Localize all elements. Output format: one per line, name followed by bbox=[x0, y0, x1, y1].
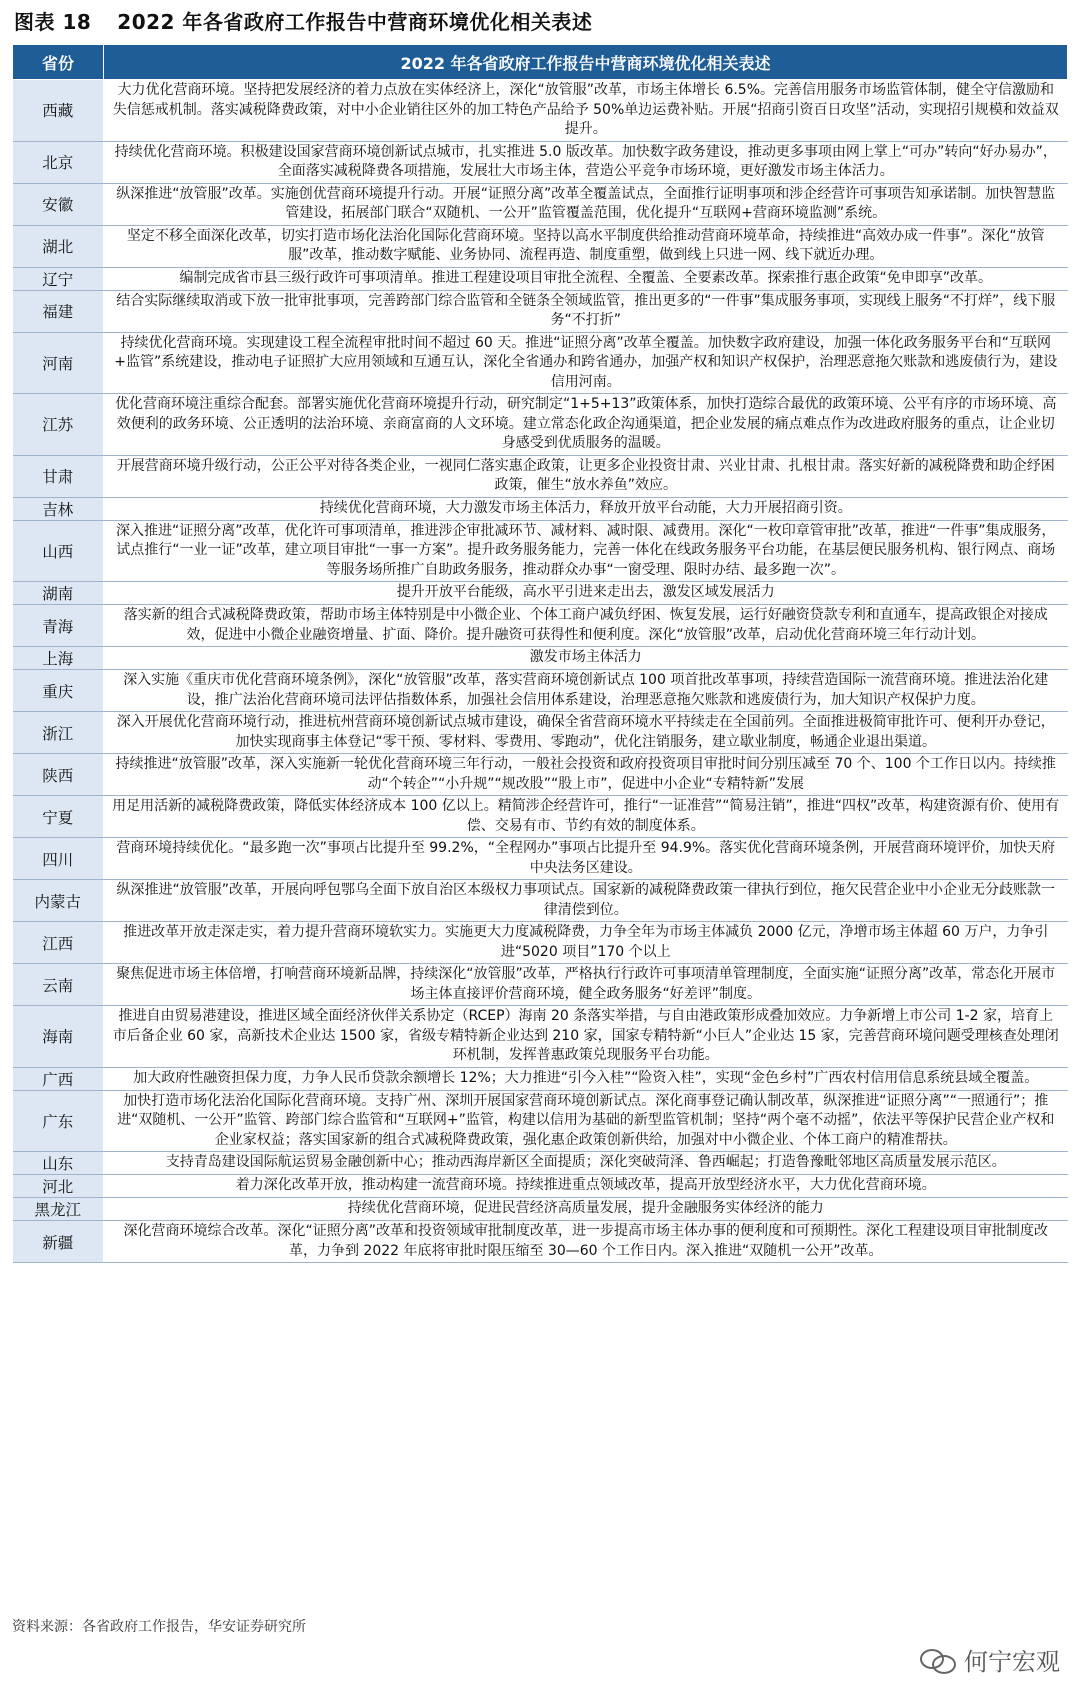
province-cell: 吉林 bbox=[13, 497, 104, 520]
table-row bbox=[13, 1198, 1068, 1221]
source-note: 资料来源：各省政府工作报告，华安证券研究所 bbox=[12, 1619, 306, 1635]
statement-cell: 纵深推进“放管服”改革。实施创优营商环境提升行动。开展“证照分离”改革全覆盖试点，全面推行证明事项和涉企经营许可事项告知承诺制。加快智慧监管建设，拓展部门联合“双随机、一公开”监管覆盖范围，优化提升“互联网+营商环境监测”系统。 bbox=[104, 183, 1068, 225]
statement-cell: 坚定不移全面深化改革，切实打造市场化法治化国际化营商环境。坚持以高水平制度供给推动营商环境革命，持续推进“高效办成一件事”。深化“放管服”改革，推动数字赋能、业务协同、流程再造、制度重塑，做到线上只进一网、线下就近办理。 bbox=[104, 225, 1068, 267]
policy-table bbox=[12, 44, 1068, 1263]
table-row bbox=[13, 267, 1068, 290]
province-cell: 重庆 bbox=[13, 670, 104, 712]
figure-title-text: 2022 年各省政府工作报告中营商环境优化相关表述 bbox=[117, 10, 593, 34]
table-row bbox=[13, 838, 1068, 880]
statement-cell: 深化营商环境综合改革。深化“证照分离”改革和投资领域审批制度改革，进一步提高市场主体办事的便利度和可预期性。深化工程建设项目审批制度改革，力争到 2022 年底将审批时限压缩至 30—60 个工作日内。深入推进“双随机一公开”改革。 bbox=[104, 1221, 1068, 1263]
watermark-text: 何宁宏观 bbox=[964, 1648, 1060, 1676]
statement-cell: 支持青岛建设国际航运贸易金融创新中心；推动西海岸新区全面提质；深化突破菏泽、鲁西崛起；打造鲁豫毗邻地区高质量发展示范区。 bbox=[104, 1152, 1068, 1175]
province-cell: 云南 bbox=[13, 964, 104, 1006]
province-cell: 广东 bbox=[13, 1090, 104, 1152]
province-cell: 新疆 bbox=[13, 1221, 104, 1263]
table-row bbox=[13, 141, 1068, 183]
figure-title bbox=[14, 6, 592, 35]
watermark bbox=[920, 1642, 1060, 1677]
province-cell: 山西 bbox=[13, 520, 104, 582]
table-row bbox=[13, 1090, 1068, 1152]
table-row bbox=[13, 754, 1068, 796]
statement-cell: 加大政府性融资担保力度，力争人民币贷款余额增长 12%；大力推进“引今入桂”“险资入桂”，实现“金色乡村”广西农村信用信息系统县域全覆盖。 bbox=[104, 1067, 1068, 1090]
province-cell: 浙江 bbox=[13, 712, 104, 754]
table-row bbox=[13, 605, 1068, 647]
statement-cell: 持续优化营商环境，促进民营经济高质量发展，提升金融服务实体经济的能力 bbox=[104, 1198, 1068, 1221]
wechat-icon bbox=[920, 1647, 956, 1673]
statement-cell: 深入实施《重庆市优化营商环境条例》，深化“放管服”改革，落实营商环境创新试点 100 项首批改革事项，持续营造国际一流营商环境。推进法治化建设，推广法治化营商环境司法评估指数体系，加强社会信用体系建设，治理恶意拖欠账款和逃废债行为，加大知识产权保护力度。 bbox=[104, 670, 1068, 712]
statement-cell: 纵深推进“放管服”改革，开展向呼包鄂乌全面下放自治区本级权力事项试点。国家新的减税降费政策一律执行到位，拖欠民营企业中小企业无分歧账款一律清偿到位。 bbox=[104, 880, 1068, 922]
province-cell: 福建 bbox=[13, 290, 104, 332]
table-row bbox=[13, 290, 1068, 332]
table-row bbox=[13, 964, 1068, 1006]
statement-cell: 营商环境持续优化。“最多跑一次”事项占比提升至 99.2%，“全程网办”事项占比提升至 94.9%。落实优化营商环境条例，开展营商环境评价，加快天府中央法务区建设。 bbox=[104, 838, 1068, 880]
statement-cell: 推进改革开放走深走实，着力提升营商环境软实力。实施更大力度减税降费，力争全年为市场主体减负 2000 亿元，净增市场主体超 60 万户，力争引进“5020 项目”170 个以上 bbox=[104, 922, 1068, 964]
province-cell: 四川 bbox=[13, 838, 104, 880]
table-row bbox=[13, 497, 1068, 520]
statement-cell: 优化营商环境注重综合配套。部署实施优化营商环境提升行动，研究制定“1+5+13”政策体系，加快打造综合最优的政策环境、公平有序的市场环境、高效便利的政务环境、公正透明的法治环境、亲商富商的人文环境。建立常态化政企沟通渠道，把企业发展的痛点难点作为改进政府服务的重点，让企业切身感受到优质服务的温暖。 bbox=[104, 394, 1068, 456]
statement-cell: 持续优化营商环境。实现建设工程全流程审批时间不超过 60 天。推进“证照分离”改革全覆盖。加快数字政府建设，加强一体化政务服务平台和“互联网+监管”系统建设，推动电子证照扩大应用领域和互通互认，深化全省通办和跨省通办，加强产权和知识产权保护，治理恶意拖欠账款和逃废债行为，建设信用河南。 bbox=[104, 332, 1068, 394]
statement-cell: 落实新的组合式减税降费政策，帮助市场主体特别是中小微企业、个体工商户减负纾困、恢复发展，运行好融资贷款专利和直通车，提高政银企对接成效，促进中小微企业融资增量、扩面、降价。提升融资可获得性和便利度。深化“放管服”改革，启动优化营商环境三年行动计划。 bbox=[104, 605, 1068, 647]
province-cell: 河南 bbox=[13, 332, 104, 394]
table-row bbox=[13, 394, 1068, 456]
province-cell: 内蒙古 bbox=[13, 880, 104, 922]
table-row bbox=[13, 225, 1068, 267]
table-row bbox=[13, 1006, 1068, 1068]
statement-cell: 编制完成省市县三级行政许可事项清单。推进工程建设项目审批全流程、全覆盖、全要素改革。探索推行惠企政策“免申即享”改革。 bbox=[104, 267, 1068, 290]
province-cell: 江西 bbox=[13, 922, 104, 964]
province-cell: 河北 bbox=[13, 1175, 104, 1198]
table-row bbox=[13, 455, 1068, 497]
table-row bbox=[13, 183, 1068, 225]
statement-cell: 激发市场主体活力 bbox=[104, 647, 1068, 670]
province-cell: 辽宁 bbox=[13, 267, 104, 290]
table-row bbox=[13, 1175, 1068, 1198]
header-province: 省份 bbox=[13, 45, 104, 80]
table-row bbox=[13, 880, 1068, 922]
province-cell: 陕西 bbox=[13, 754, 104, 796]
statement-cell: 用足用活新的减税降费政策，降低实体经济成本 100 亿以上。精简涉企经营许可，推行“一证准营”“简易注销”，推进“四权”改革，构建资源有价、使用有偿、交易有市、节约有效的制度体系。 bbox=[104, 796, 1068, 838]
statement-cell: 深入推进“证照分离”改革，优化许可事项清单，推进涉企审批减环节、减材料、减时限、减费用。深化“一枚印章管审批”改革，推进“一件事”集成服务，试点推行“一业一证”改革，建立项目审批“一事一方案”。提升政务服务能力，完善一体化在线政务服务平台功能，在基层便民服务机构、银行网点、商场等服务场所推广自助政务服务，推动群众办事“一窗受理、限时办结、最多跑一次”。 bbox=[104, 520, 1068, 582]
province-cell: 湖北 bbox=[13, 225, 104, 267]
statement-cell: 深入开展优化营商环境行动，推进杭州营商环境创新试点城市建设，确保全省营商环境水平持续走在全国前列。全面推进极简审批许可、便利开办登记，加快实现商事主体登记“零干预、零材料、零费用、零跑动”，优化注销服务，建立歇业制度，畅通企业退出渠道。 bbox=[104, 712, 1068, 754]
province-cell: 海南 bbox=[13, 1006, 104, 1068]
header-statement: 2022 年各省政府工作报告中营商环境优化相关表述 bbox=[104, 45, 1068, 80]
province-cell: 青海 bbox=[13, 605, 104, 647]
table-row bbox=[13, 332, 1068, 394]
statement-cell: 大力优化营商环境。坚持把发展经济的着力点放在实体经济上，深化“放管服”改革，市场主体增长 6.5%。完善信用服务市场监管体制，健全守信激励和失信惩戒机制。落实减税降费政策，对中小企业销往区外的加工特色产品给予 50%单边运费补贴。开展“招商引资百日攻坚”活动，实现招引规模和效益双提升。 bbox=[104, 80, 1068, 142]
province-cell: 湖南 bbox=[13, 582, 104, 605]
statement-cell: 着力深化改革开放，推动构建一流营商环境。持续推进重点领域改革，提高开放型经济水平，大力优化营商环境。 bbox=[104, 1175, 1068, 1198]
statement-cell: 结合实际继续取消或下放一批审批事项，完善跨部门综合监管和全链条全领域监管，推出更多的“一件事”集成服务事项，实现线上服务“不打烊”，线下服务“不打折” bbox=[104, 290, 1068, 332]
table-row bbox=[13, 647, 1068, 670]
table-row bbox=[13, 582, 1068, 605]
table-row bbox=[13, 922, 1068, 964]
table-row bbox=[13, 712, 1068, 754]
province-cell: 西藏 bbox=[13, 80, 104, 142]
province-cell: 北京 bbox=[13, 141, 104, 183]
table-row bbox=[13, 1067, 1068, 1090]
table-row bbox=[13, 80, 1068, 142]
statement-cell: 持续推进“放管服”改革，深入实施新一轮优化营商环境三年行动，一般社会投资和政府投资项目审批时间分别压减至 70 个、100 个工作日以内。持续推动“个转企”“小升规”“规改股”“股上市”，促进中小企业“专精特新”发展 bbox=[104, 754, 1068, 796]
table-body bbox=[13, 80, 1068, 1263]
province-cell: 上海 bbox=[13, 647, 104, 670]
statement-cell: 加快打造市场化法治化国际化营商环境。支持广州、深圳开展国家营商环境创新试点。深化商事登记确认制改革，纵深推进“证照分离”“一照通行”；推进“双随机、一公开”监管、跨部门综合监管和“互联网+”监管，构建以信用为基础的新型监管机制；坚持“两个毫不动摇”，依法平等保护民营企业产权和企业家权益；落实国家新的组合式减税降费政策，强化惠企政策创新供给，加强对中小微企业、个体工商户的精准帮扶。 bbox=[104, 1090, 1068, 1152]
province-cell: 甘肃 bbox=[13, 455, 104, 497]
province-cell: 广西 bbox=[13, 1067, 104, 1090]
statement-cell: 持续优化营商环境，大力激发市场主体活力，释放开放平台动能，大力开展招商引资。 bbox=[104, 497, 1068, 520]
table-row bbox=[13, 520, 1068, 582]
statement-cell: 开展营商环境升级行动，公正公平对待各类企业，一视同仁落实惠企政策，让更多企业投资甘肃、兴业甘肃、扎根甘肃。落实好新的减税降费和助企纾困政策，催生“放水养鱼”效应。 bbox=[104, 455, 1068, 497]
table-row bbox=[13, 1152, 1068, 1175]
statement-cell: 聚焦促进市场主体倍增，打响营商环境新品牌，持续深化“放管服”改革，严格执行行政许可事项清单管理制度，全面实施“证照分离”改革，常态化开展市场主体直接评价营商环境，健全政务服务“好差评”制度。 bbox=[104, 964, 1068, 1006]
province-cell: 黑龙江 bbox=[13, 1198, 104, 1221]
province-cell: 山东 bbox=[13, 1152, 104, 1175]
statement-cell: 推进自由贸易港建设，推进区域全面经济伙伴关系协定（RCEP）海南 20 条落实举措，与自由港政策形成叠加效应。力争新增上市公司 1-2 家，培育上市后备企业 60 家，高新技术企业达 1500 家，省级专精特新企业达到 210 家，国家专精特新“小巨人”企业达 15 家，完善营商环境问题受理核查处理闭环机制，发挥普惠政策兑现服务平台功能。 bbox=[104, 1006, 1068, 1068]
province-cell: 安徽 bbox=[13, 183, 104, 225]
statement-cell: 提升开放平台能级，高水平引进来走出去，激发区域发展活力 bbox=[104, 582, 1068, 605]
province-cell: 江苏 bbox=[13, 394, 104, 456]
table-header-row bbox=[13, 45, 1068, 80]
table-row bbox=[13, 1221, 1068, 1263]
table-row bbox=[13, 670, 1068, 712]
statement-cell: 持续优化营商环境。积极建设国家营商环境创新试点城市，扎实推进 5.0 版改革。加快数字政务建设，推动更多事项由网上掌上“可办”转向“好办易办”，全面落实减税降费各项措施，发展壮大市场主体，营造公平竞争市场环境，更好激发市场主体活力。 bbox=[104, 141, 1068, 183]
figure-number: 图表 18 bbox=[14, 10, 92, 34]
table-row bbox=[13, 796, 1068, 838]
province-cell: 宁夏 bbox=[13, 796, 104, 838]
